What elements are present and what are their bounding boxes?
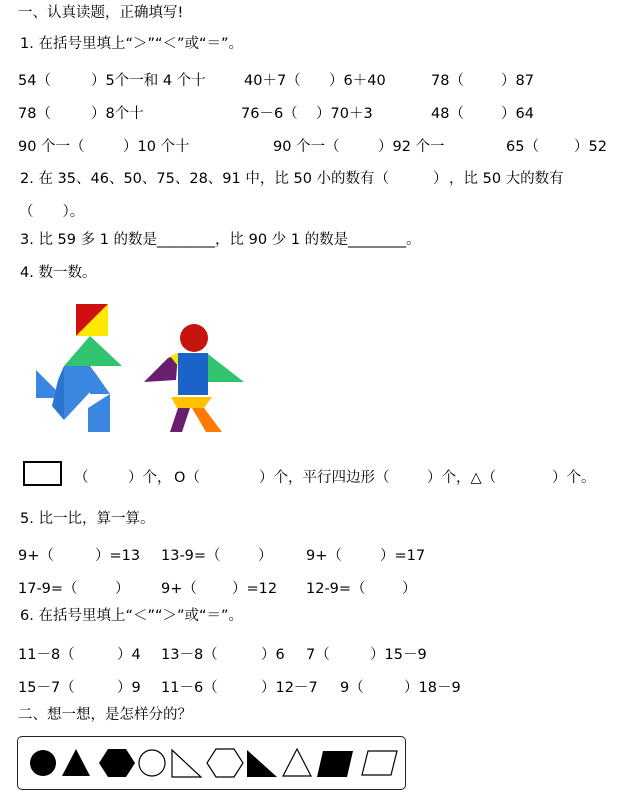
tangram-person <box>144 324 244 432</box>
q5-item-1a: 9+（ <box>18 548 54 564</box>
black-triangle-icon <box>62 749 90 776</box>
q5-item-6a: 12-9=（ <box>306 581 366 597</box>
person-left-leg <box>170 408 190 432</box>
white-parallelogram-icon <box>362 751 397 775</box>
q5-item-5b: ）=12 <box>232 581 278 597</box>
q1-item-9b: ）52 <box>574 139 607 155</box>
q6-item-1a: 11－8（ <box>18 647 75 663</box>
q6-item-4b: ）9 <box>117 680 141 696</box>
q6-item-2a: 13－8（ <box>161 647 218 663</box>
q5-item-2b: ） <box>258 548 273 564</box>
section-2-title: 二、想一想，是怎样分的？ <box>18 707 192 723</box>
q6-item-3a: 7（ <box>306 647 330 663</box>
q5-title: 5. 比一比，算一算。 <box>20 511 155 527</box>
q1-item-8b: ）92 个一 <box>378 139 445 155</box>
section-1-title: 一、认真读题，正确填写! <box>18 5 184 21</box>
q1-item-4b: ）8个十 <box>91 106 144 122</box>
bird-blue-leg-top <box>90 366 110 394</box>
q2-line-1c: ，比 50 大的数有 <box>449 171 564 187</box>
q6-item-5b: ）12－7 <box>261 680 318 696</box>
q2-line-1b: ） <box>433 171 448 187</box>
q1-item-4a: 78（ <box>18 106 51 122</box>
q1-item-2a: 40＋7（ <box>244 73 301 89</box>
person-body <box>178 353 208 395</box>
q1-item-6b: ）64 <box>501 106 534 122</box>
shape-row <box>17 736 406 790</box>
q6-item-6b: ）18－9 <box>404 680 461 696</box>
q2-line-2: （ ）。 <box>19 204 85 220</box>
white-circle-icon <box>139 750 165 776</box>
q1-item-2b: ）6＋40 <box>329 73 386 89</box>
q4-count-rect-b: ）个， <box>128 470 172 486</box>
rectangle-icon <box>23 461 62 486</box>
q4-count-tri-a: ）个，△（ <box>427 470 497 486</box>
q6-item-6a: 9（ <box>340 680 364 696</box>
black-hexagon-icon <box>99 749 135 777</box>
white-right-triangle-icon <box>172 750 201 777</box>
q3-question: 3. 比 59 多 1 的数是________，比 90 少 1 的数是________。 <box>20 232 421 248</box>
q1-item-1b: ）5个一和 4 个十 <box>91 73 206 89</box>
q6-item-4a: 15－7（ <box>18 680 75 696</box>
q6-item-3b: ）15－9 <box>370 647 427 663</box>
bird-blue-body <box>64 366 90 420</box>
q2-line-1a: 2. 在 35、46、50、75、28、91 中，比 50 小的数有（ <box>20 171 390 187</box>
person-right-leg <box>192 408 222 432</box>
q4-count-rect-a: （ <box>74 470 89 486</box>
q5-item-4a: 17-9=（ <box>18 581 78 597</box>
q6-item-2b: ）6 <box>261 647 285 663</box>
black-right-triangle-icon <box>247 750 277 777</box>
q1-item-1a: 54（ <box>18 73 51 89</box>
q4-count-circle-b: ）个，平行四边形（ <box>259 470 390 486</box>
white-triangle-icon <box>283 749 311 776</box>
bird-green-triangle <box>64 336 122 366</box>
q5-item-5a: 9+（ <box>161 581 197 597</box>
q1-item-5b: ）70＋3 <box>316 106 373 122</box>
q1-item-7a: 90 个一（ <box>18 139 85 155</box>
white-hexagon-icon <box>207 749 243 777</box>
q5-item-4b: ） <box>115 581 130 597</box>
bird-blue-foot <box>88 394 110 432</box>
q5-item-1b: ）=13 <box>95 548 141 564</box>
q1-item-3b: ）87 <box>501 73 534 89</box>
person-waist <box>171 397 212 408</box>
q1-title: 1. 在括号里填上“＞”“＜”或“＝”。 <box>20 36 244 52</box>
q1-item-6a: 48（ <box>431 106 464 122</box>
q6-item-1b: ）4 <box>117 647 141 663</box>
q6-title: 6. 在括号里填上“＜”“＞”或“＝”。 <box>20 608 244 624</box>
q1-item-9a: 65（ <box>506 139 539 155</box>
q5-item-3b: ）=17 <box>380 548 426 564</box>
q1-item-8a: 90 个一（ <box>273 139 340 155</box>
q1-item-5a: 76－6（ <box>241 106 298 122</box>
q4-count-tri-b: ）个。 <box>552 470 596 486</box>
q4-count-circle-a: O（ <box>174 470 200 486</box>
q5-item-3a: 9+（ <box>306 548 342 564</box>
q5-item-6b: ） <box>402 581 417 597</box>
q1-item-7b: ）10 个十 <box>123 139 190 155</box>
tangram-bird <box>36 304 122 432</box>
q1-item-3a: 78（ <box>431 73 464 89</box>
tangram-figures <box>28 300 248 436</box>
person-right-arm <box>208 354 244 382</box>
q4-title: 4. 数一数。 <box>20 265 97 281</box>
q5-item-2a: 13-9=（ <box>161 548 221 564</box>
q6-item-5a: 11－6（ <box>161 680 218 696</box>
black-parallelogram-icon <box>317 751 353 777</box>
person-head <box>180 324 208 352</box>
black-circle-icon <box>30 750 56 776</box>
